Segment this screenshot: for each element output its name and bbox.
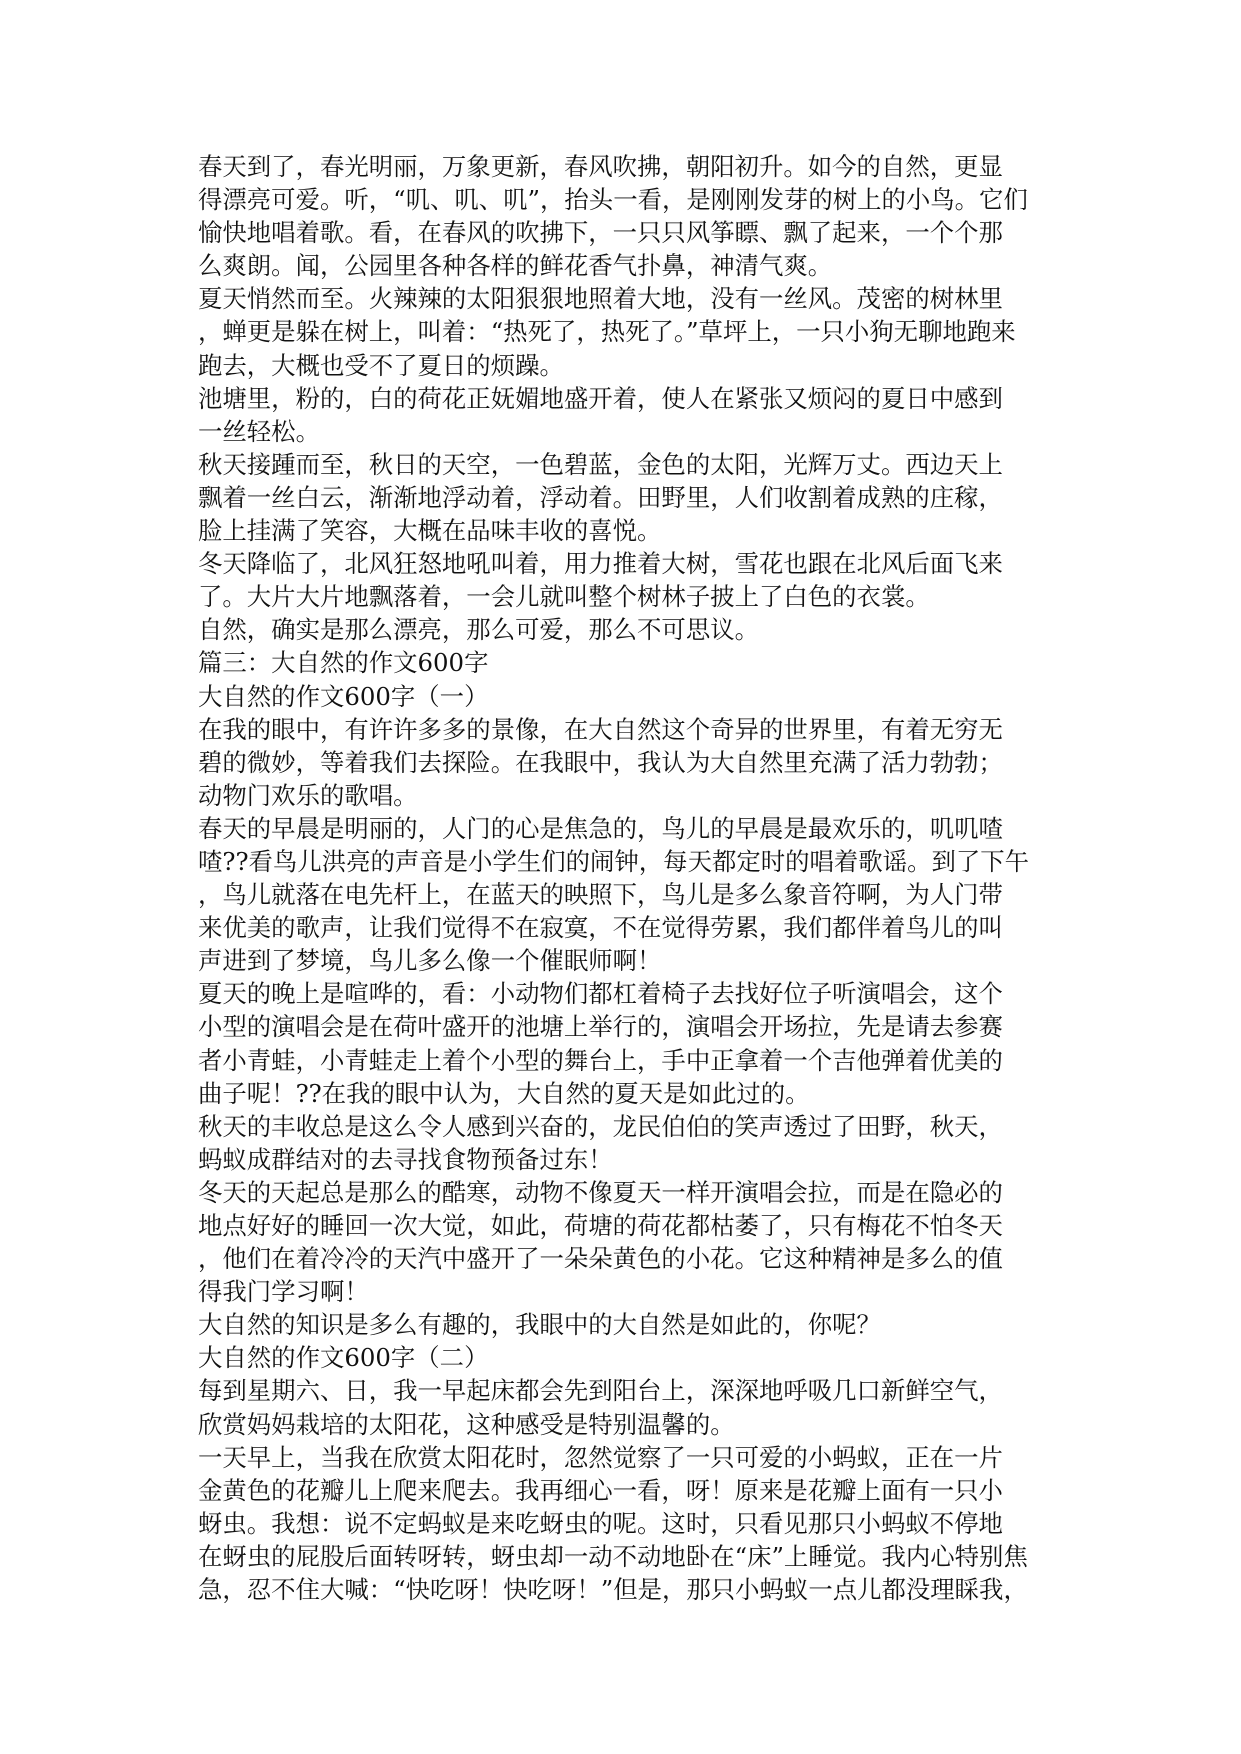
text-line: 了。大片大片地飘落着，一会儿就叫整个树林子披上了白色的衣裳。 [198,582,930,612]
text-line: 春天的早晨是明丽的，人门的心是焦急的，鸟儿的早晨是最欢乐的，叽叽喳 [198,813,1003,843]
text-line: 一天早上，当我在欣赏太阳花时，忽然觉察了一只可爱的小蚂蚁，正在一片 [198,1442,1003,1472]
text-line: 在蚜虫的屁股后面转呀转，蚜虫却一动不动地卧在“床”上睡觉。我内心特别焦 [198,1541,1028,1571]
text-line: 蚂蚁成群结对的去寻找食物预备过东！ [198,1144,613,1174]
text-line: 春天到了，春光明丽，万象更新，春风吹拂，朝阳初升。如今的自然，更显 [198,152,1003,181]
text-line: 蚜虫。我想：说不定蚂蚁是来吃蚜虫的呢。这时，只看见那只小蚂蚁不停地 [198,1508,1003,1538]
text-line: 一丝轻松。 [198,416,320,446]
text-line: 曲子呢！??在我的眼中认为，大自然的夏天是如此过的。 [198,1078,810,1108]
text-line: 每到星期六、日，我一早起床都会先到阳台上，深深地呼吸几口新鲜空气， [198,1376,1003,1406]
text-line: ，蝉更是躲在树上，叫着：“热死了，热死了。”草坪上，一只小狗无聊地跑来 [198,317,1016,347]
text-line: 动物门欢乐的歌唱。 [198,780,418,810]
text-line: 来优美的歌声，让我们觉得不在寂寞，不在觉得劳累，我们都伴着鸟儿的叫 [198,913,1003,943]
text-line: 急，忍不住大喊：“快吃呀！快吃呀！”但是，那只小蚂蚁一点儿都没理睬我， [198,1575,1028,1605]
text-line: 大自然的作文600字（一） [198,681,489,711]
text-line: 篇三：大自然的作文600字 [198,648,489,678]
text-line: 地点好好的睡回一次大觉，如此，荷塘的荷花都枯萎了，只有梅花不怕冬天 [198,1211,1003,1240]
text-line: 大自然的知识是多么有趣的，我眼中的大自然是如此的，你呢？ [198,1310,881,1340]
text-line: 在我的眼中，有许许多多的景像，在大自然这个奇异的世界里，有着无穷无 [198,714,1003,744]
text-line: 愉快地唱着歌。看，在春风的吹拂下，一只只风筝瞟、飘了起来，一个个那 [198,218,1003,248]
text-line: 大自然的作文600字（二） [198,1343,489,1373]
text-line: 夏天悄然而至。火辣辣的太阳狠狠地照着大地，没有一丝风。茂密的树林里 [198,284,1003,314]
text-line: 自然，确实是那么漂亮，那么可爱，那么不可思议。 [198,615,759,645]
text-line: 么爽朗。闻，公园里各种各样的鲜花香气扑鼻，神清气爽。 [198,251,833,281]
text-line: 欣赏妈妈栽培的太阳花，这种感受是特别温馨的。 [198,1409,735,1439]
text-line: 秋天接踵而至，秋日的天空，一色碧蓝，金色的太阳，光辉万丈。西边天上 [198,449,1003,479]
text-line: 冬天的天起总是那么的酷寒，动物不像夏天一样开演唱会拉，而是在隐必的 [198,1177,1003,1207]
text-line: 者小青蛙，小青蛙走上着个小型的舞台上，手中正拿着一个吉他弹着优美的 [198,1045,1003,1075]
text-line: 得漂亮可爱。听，“叽、叽、叽”，抬头一看，是刚刚发芽的树上的小鸟。它们 [198,185,1028,215]
text-line: 脸上挂满了笑容，大概在品味丰收的喜悦。 [198,516,662,546]
text-line: ，鸟儿就落在电先杆上，在蓝天的映照下，鸟儿是多么象音符啊，为人门带 [198,880,1003,910]
text-line: 池塘里，粉的，白的荷花正妩媚地盛开着，使人在紧张又烦闷的夏日中感到 [198,383,1003,413]
text-line: 小型的演唱会是在荷叶盛开的池塘上举行的，演唱会开场拉，先是请去参赛 [198,1012,1003,1042]
text-line: 秋天的丰收总是这么令人感到兴奋的，龙民伯伯的笑声透过了田野，秋天， [198,1111,1003,1141]
text-line: 飘着一丝白云，渐渐地浮动着，浮动着。田野里，人们收割着成熟的庄稼， [198,482,1003,512]
text-line: ，他们在着冷冷的天汽中盛开了一朵朵黄色的小花。它这种精神是多么的值 [198,1244,1003,1274]
document-body [198,150,1058,1606]
text-line: 夏天的晚上是喧哗的，看：小动物们都杠着椅子去找好位子听演唱会，这个 [198,979,1003,1009]
text-line: 冬天降临了，北风狂怒地吼叫着，用力推着大树，雪花也跟在北风后面飞来 [198,549,1003,579]
text-line: 声进到了梦境，鸟儿多么像一个催眠师啊！ [198,946,662,976]
text-line: 得我门学习啊！ [198,1277,369,1307]
text-line: 喳??看鸟儿洪亮的声音是小学生们的闹钟，每天都定时的唱着歌谣。到了下午 [198,846,1030,876]
text-line: 跑去，大概也受不了夏日的烦躁。 [198,350,564,380]
text-line: 碧的微妙，等着我们去探险。在我眼中，我认为大自然里充满了活力勃勃； [198,747,1003,777]
text-line: 金黄色的花瓣儿上爬来爬去。我再细心一看，呀！原来是花瓣上面有一只小 [198,1475,1003,1505]
